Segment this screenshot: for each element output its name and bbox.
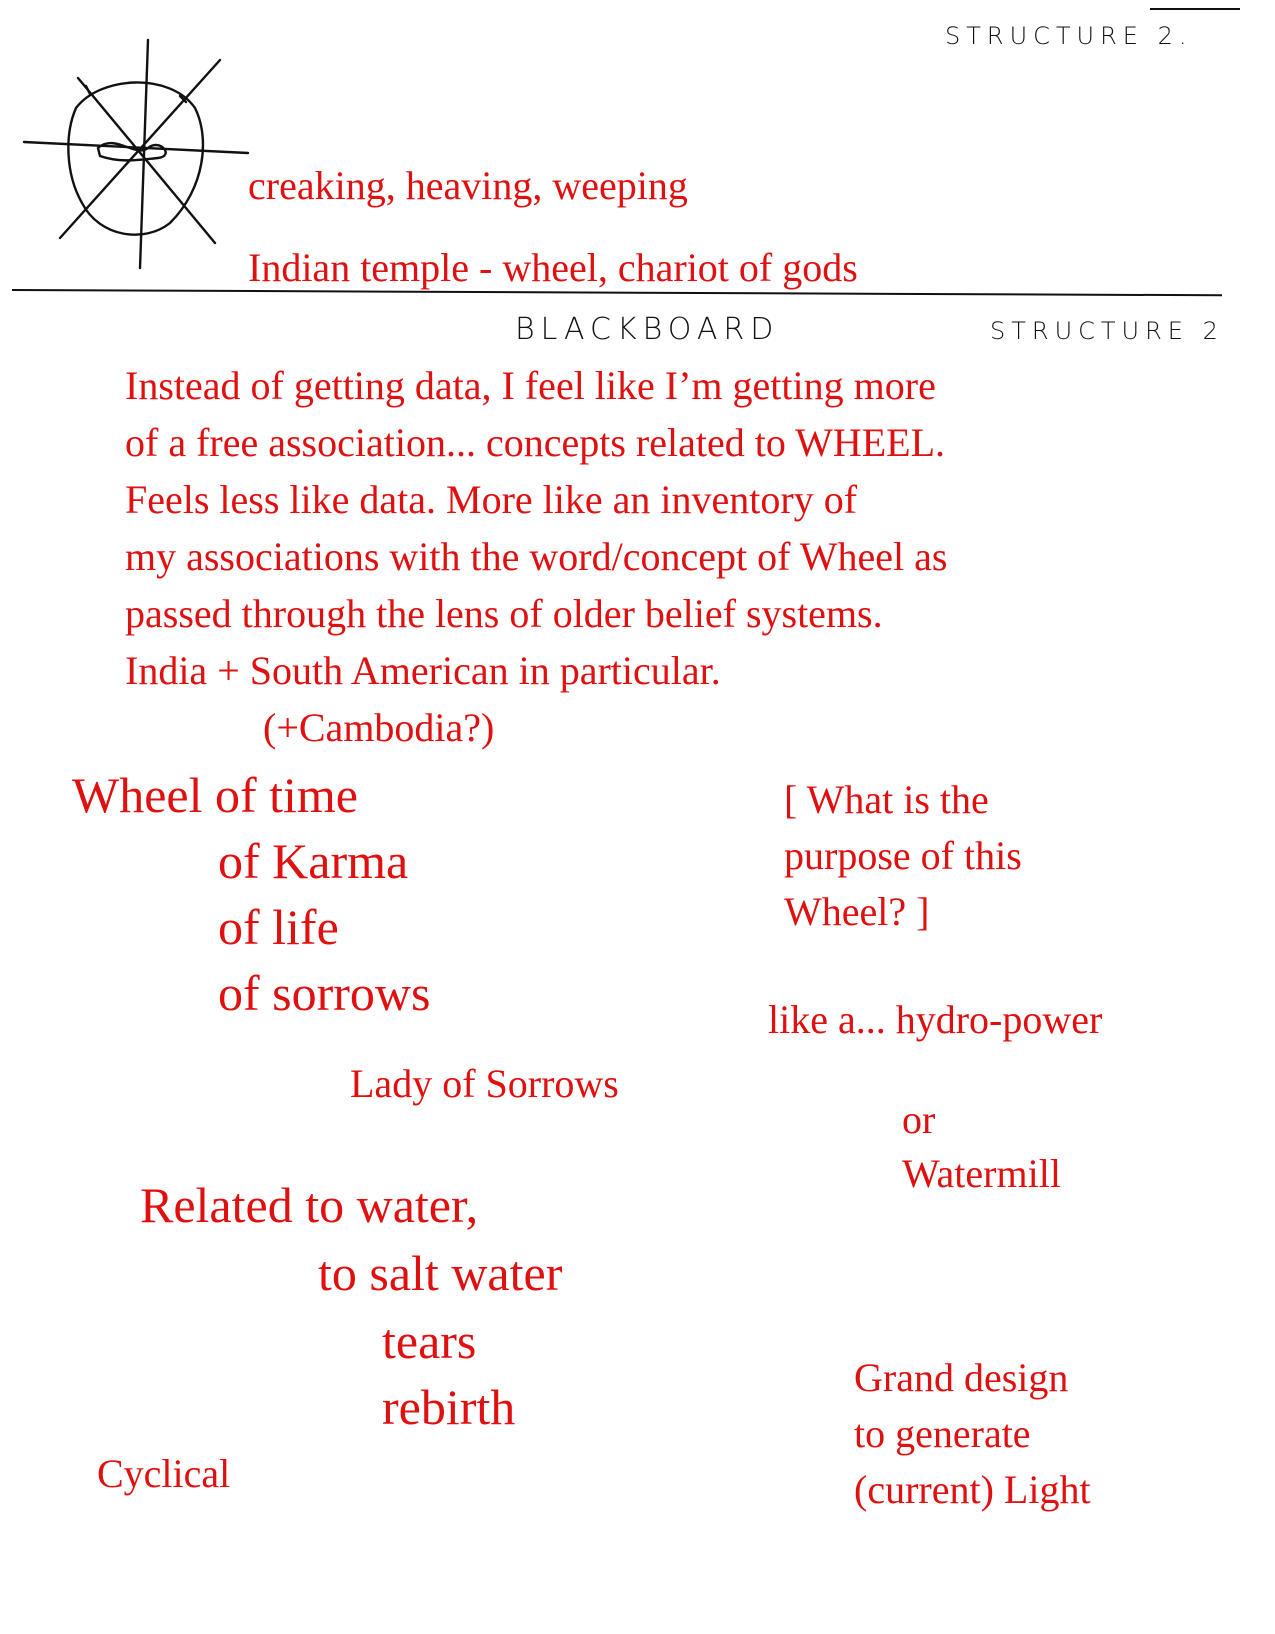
rebirth: rebirth bbox=[382, 1379, 516, 1435]
paragraph-line: my associations with the word/concept of Wheel as bbox=[125, 534, 948, 579]
top-note-line2: Indian temple - wheel, chariot of gods bbox=[248, 245, 858, 290]
paragraph-line: Feels less like data. More like an inventory of bbox=[125, 477, 858, 522]
wheel-sketch-icon bbox=[20, 38, 260, 278]
top-note-line1: creaking, heaving, weeping bbox=[248, 163, 688, 208]
to-salt-water: to salt water bbox=[318, 1245, 563, 1301]
paragraph-line: (+Cambodia?) bbox=[263, 705, 495, 750]
question-line2: purpose of this bbox=[784, 833, 1022, 878]
grand-design-line1: Grand design bbox=[854, 1355, 1069, 1400]
watermill: Watermill bbox=[902, 1151, 1061, 1196]
structure-label-mid: STRUCTURE 2 bbox=[990, 317, 1224, 345]
paragraph-line: Instead of getting data, I feel like I’m getting more bbox=[125, 363, 936, 408]
paragraph-line: passed through the lens of older belief systems. bbox=[125, 591, 883, 636]
question-line1: [ What is the bbox=[784, 777, 989, 822]
grand-design-line3: (current) Light bbox=[854, 1467, 1091, 1512]
cyclical: Cyclical bbox=[97, 1451, 231, 1496]
of-karma: of Karma bbox=[218, 833, 409, 889]
top-right-rule bbox=[1150, 8, 1240, 10]
tears: tears bbox=[382, 1313, 477, 1369]
blackboard-label: BLACKBOARD bbox=[515, 312, 780, 347]
hydro-power: like a... hydro-power bbox=[768, 997, 1103, 1042]
question-line3: Wheel? ] bbox=[784, 889, 930, 934]
main-paragraph bbox=[125, 357, 947, 756]
grand-design-line2: to generate bbox=[854, 1411, 1031, 1456]
or-text: or bbox=[902, 1097, 936, 1142]
paragraph-line: India + South American in particular. bbox=[125, 648, 721, 693]
wheel-of-time: Wheel of time bbox=[72, 767, 358, 823]
structure-label-top: STRUCTURE 2. bbox=[945, 22, 1193, 50]
of-sorrows: of sorrows bbox=[218, 965, 431, 1021]
lady-of-sorrows: Lady of Sorrows bbox=[350, 1061, 619, 1106]
related-to-water: Related to water, bbox=[140, 1177, 479, 1233]
paragraph-line: of a free association... concepts related to WHEEL. bbox=[125, 420, 946, 465]
of-life: of life bbox=[218, 899, 339, 955]
